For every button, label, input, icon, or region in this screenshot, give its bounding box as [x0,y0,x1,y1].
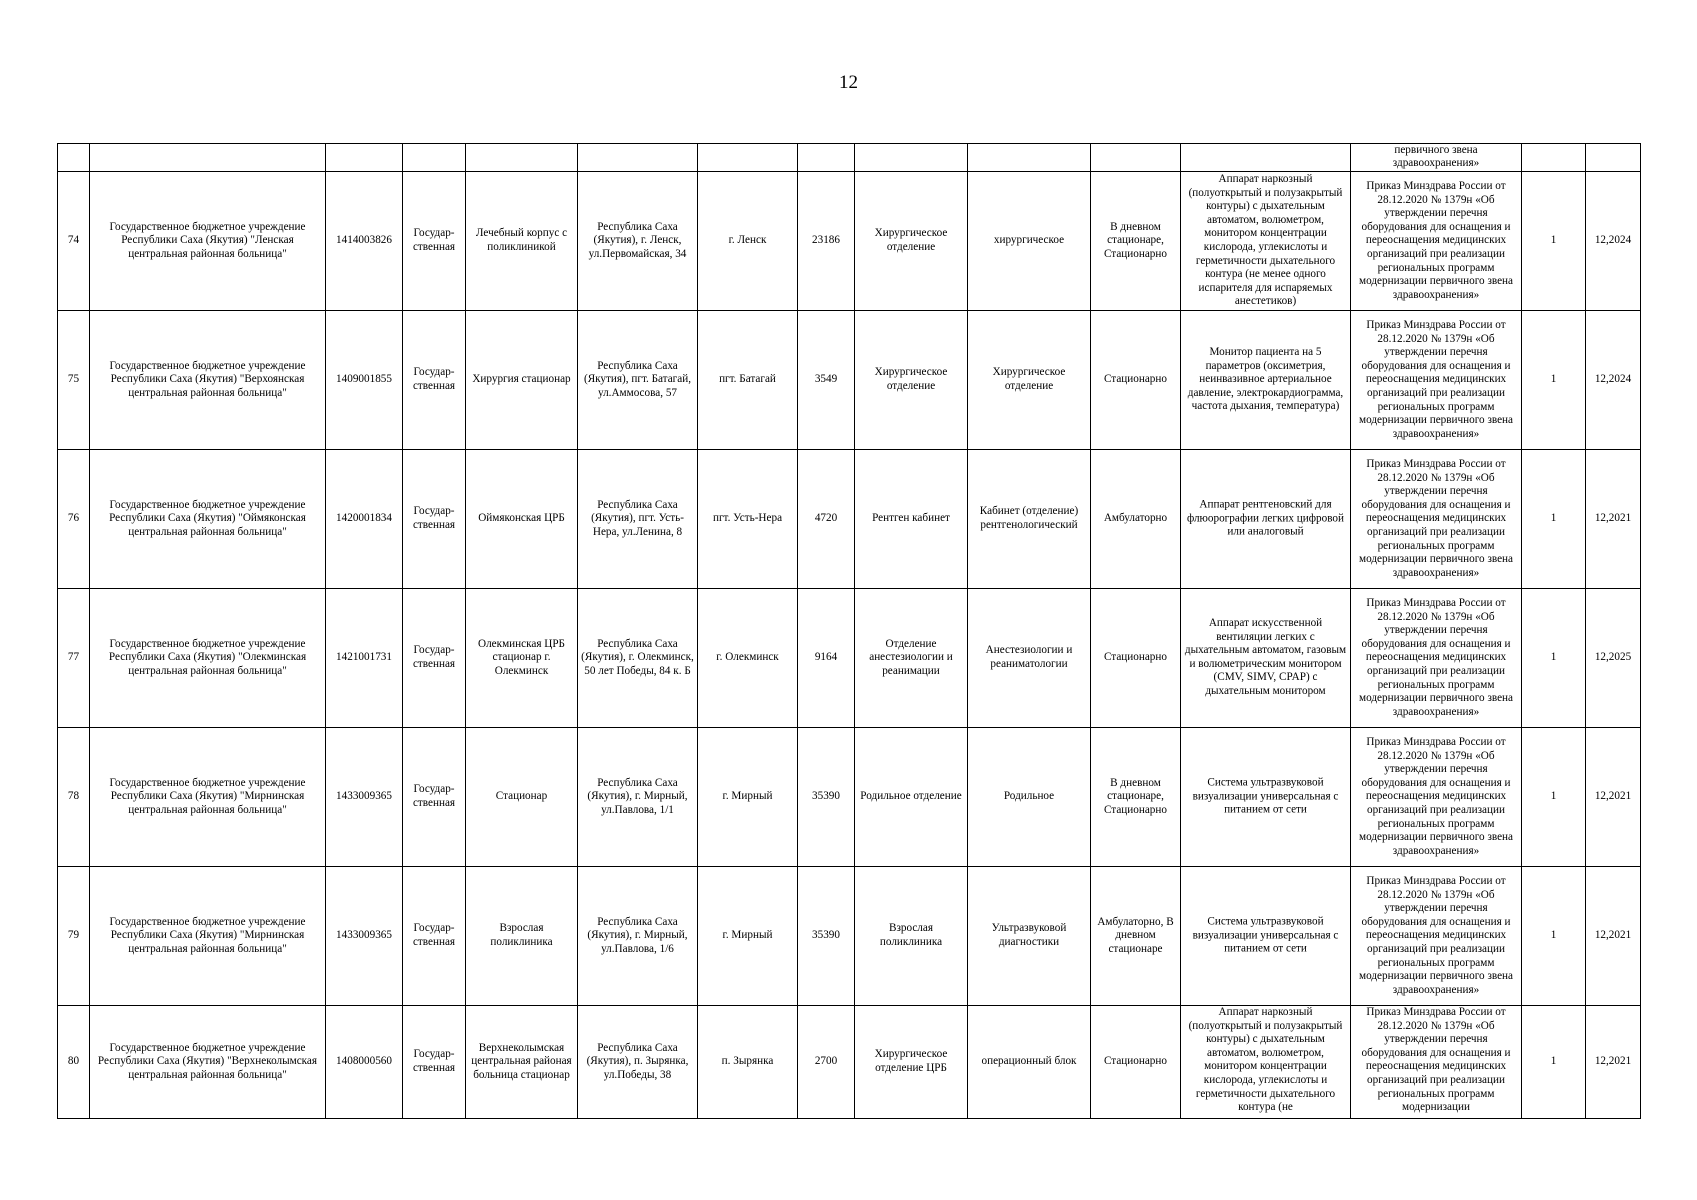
address-cell: Республика Саха (Якутия), г. Олекминск, 50 лет Победы, 84 к. Б [578,589,698,728]
table-row [58,172,1641,311]
equipment-cell [1181,589,1351,728]
care-form-cell: Стационарно [1091,589,1181,728]
department-cell: Хирургическое отделение [855,172,968,311]
population-cell: 23186 [798,172,855,311]
equipment-cell [1181,728,1351,867]
population-cell: 35390 [798,867,855,1006]
care-form-cell: В дневном стационаре, Стационарно [1091,172,1181,311]
order-cell-text: Приказ Минздрава России от 28.12.2020 № 1379н «Об утверждении перечня оборудования для оснащения и переоснащения медицинских организаций при реализации региональных программ модернизации первичного звена здравоохранения» [1359,596,1513,718]
facility-cell: Взрослая поликлиника [466,867,578,1006]
order-cell [1351,867,1522,1006]
equipment-cell [1181,1006,1351,1119]
quantity-cell: 1 [1522,589,1586,728]
row-number-cell: 80 [58,1006,90,1119]
care-form-cell: Амбулаторно, В дневном стационаре [1091,867,1181,1006]
care-form-cell: Амбулаторно [1091,450,1181,589]
department-cell: Родильное отделение [855,728,968,867]
inn-cell: 1408000560 [326,1006,403,1119]
inn-cell: 1420001834 [326,450,403,589]
care-form-cell: Стационарно [1091,311,1181,450]
institution-cell: Государственное бюджетное учреждение Республики Саха (Якутия) "Оймяконская центральная районная больница" [90,450,326,589]
quantity-cell: 1 [1522,1006,1586,1119]
equipment-cell [1181,311,1351,450]
facility-cell: Хирургия стационар [466,311,578,450]
order-cell [1351,172,1522,311]
order-cell-text: Приказ Минздрава России от 28.12.2020 № 1379н «Об утверждении перечня оборудования для оснащения и переоснащения медицинских организаций при реализации региональных программ модернизации первичного звена здравоохранения» [1359,874,1513,996]
facility-cell: Олекминская ЦРБ стационар г. Олекминск [466,589,578,728]
profile-cell: Родильное [968,728,1091,867]
settlement-cell: г. Мирный [698,867,798,1006]
facility-cell: Лечебный корпус с поликлиникой [466,172,578,311]
row-number-cell: 78 [58,728,90,867]
order-cell-text: Приказ Минздрава России от 28.12.2020 № 1379н «Об утверждении перечня оборудования для оснащения и переоснащения медицинских организаций при реализации региональных программ модернизации первичного звена здравоохранения» [1359,457,1513,579]
equipment-cell-text: Аппарат наркозный (полуоткрытый и полузакрытый контуры) с дыхательным автоматом, волюметром, монитором концентрации кислорода, углекислоты и герметичности дыхательного контура (не [1188,1006,1343,1114]
institution-cell: Государственное бюджетное учреждение Республики Саха (Якутия) "Мирнинская центральная районная больница" [90,867,326,1006]
ownership-cell: Государ-ственная [403,867,466,1006]
equipment-cell-text: Система ультразвуковой визуализации универсальная с питанием от сети [1192,915,1339,955]
department-cell: Отделение анестезиологии и реанимации [855,589,968,728]
row-number-cell: 74 [58,172,90,311]
inn-cell: 1433009365 [326,867,403,1006]
equipment-cell-text: Система ультразвуковой визуализации универсальная с питанием от сети [1192,776,1339,816]
profile-cell: Хирургическое отделение [968,311,1091,450]
page-number: 12 [839,72,858,93]
profile-cell: Анестезиологии и реаниматологии [968,589,1091,728]
row-number-cell: 75 [58,311,90,450]
quantity-cell: 1 [1522,311,1586,450]
date-cell: 12,2021 [1586,1006,1641,1119]
profile-cell: Ультразвуковой диагностики [968,867,1091,1006]
order-cell [1351,1006,1522,1119]
address-cell: Республика Саха (Якутия), г. Ленск, ул.Первомайская, 34 [578,172,698,311]
institution-cell: Государственное бюджетное учреждение Республики Саха (Якутия) "Ленская центральная районная больница" [90,172,326,311]
quantity-cell: 1 [1522,450,1586,589]
ownership-cell: Государ-ственная [403,450,466,589]
quantity-cell: 1 [1522,728,1586,867]
table-row [58,867,1641,1006]
population-cell: 2700 [798,1006,855,1119]
order-cell [1351,728,1522,867]
date-cell: 12,2021 [1586,728,1641,867]
date-cell: 12,2021 [1586,450,1641,589]
settlement-cell: пгт. Батагай [698,311,798,450]
institution-cell: Государственное бюджетное учреждение Республики Саха (Якутия) "Мирнинская центральная районная больница" [90,728,326,867]
equipment-cell [1181,172,1351,311]
table-row [58,450,1641,589]
institution-cell: Государственное бюджетное учреждение Республики Саха (Якутия) "Олекминская центральная районная больница" [90,589,326,728]
equipment-table [57,143,1641,1119]
equipment-cell-text: Аппарат рентгеновский для флюорографии легких цифровой или аналоговый [1186,498,1344,538]
date-cell: 12,2024 [1586,172,1641,311]
equipment-cell-text: Аппарат искусственной вентиляции легких с дыхательным автоматом, газовым и волюметрическим монитором (CMV, SIMV, CPAP) с дыхательным монитором [1184,617,1347,698]
order-cell [1351,450,1522,589]
ownership-cell: Государ-ственная [403,728,466,867]
population-cell: 4720 [798,450,855,589]
facility-cell: Стационар [466,728,578,867]
inn-cell: 1414003826 [326,172,403,311]
address-cell: Республика Саха (Якутия), г. Мирный, ул.Павлова, 1/6 [578,867,698,1006]
ownership-cell: Государ-ственная [403,172,466,311]
order-cell [1351,311,1522,450]
row-number-cell: 79 [58,867,90,1006]
order-cell [1351,589,1522,728]
ownership-cell: Государ-ственная [403,1006,466,1119]
equipment-cell-text: Монитор пациента на 5 параметров (оксиметрия, неинвазивное артериальное давление, электрокардиограмма, частота дыхания, температура) [1187,346,1344,413]
settlement-cell: г. Ленск [698,172,798,311]
facility-cell: Оймяконская ЦРБ [466,450,578,589]
department-cell: Хирургическое отделение ЦРБ [855,1006,968,1119]
order-cell-fragment: первичного звена здравоохранения» [1392,144,1480,170]
address-cell: Республика Саха (Якутия), г. Мирный, ул.Павлова, 1/1 [578,728,698,867]
profile-cell: хирургическое [968,172,1091,311]
equipment-cell [1181,867,1351,1006]
department-cell: Рентген кабинет [855,450,968,589]
table-row [58,589,1641,728]
order-cell-text: Приказ Минздрава России от 28.12.2020 № 1379н «Об утверждении перечня оборудования для оснащения и переоснащения медицинских организаций при реализации региональных программ модернизации [1361,1006,1511,1114]
date-cell: 12,2024 [1586,311,1641,450]
order-cell-text: Приказ Минздрава России от 28.12.2020 № 1379н «Об утверждении перечня оборудования для оснащения и переоснащения медицинских организаций при реализации региональных программ модернизации первичного звена здравоохранения» [1359,735,1513,857]
profile-cell: Кабинет (отделение) рентгенологический [968,450,1091,589]
order-cell-text: Приказ Минздрава России от 28.12.2020 № 1379н «Об утверждении перечня оборудования для оснащения и переоснащения медицинских организаций при реализации региональных программ модернизации первичного звена здравоохранения» [1359,179,1513,301]
population-cell: 9164 [798,589,855,728]
order-cell-text: Приказ Минздрава России от 28.12.2020 № 1379н «Об утверждении перечня оборудования для оснащения и переоснащения медицинских организаций при реализации региональных программ модернизации первичного звена здравоохранения» [1359,318,1513,440]
address-cell: Республика Саха (Якутия), п. Зырянка, ул.Победы, 38 [578,1006,698,1119]
profile-cell: операционный блок [968,1006,1091,1119]
date-cell: 12,2025 [1586,589,1641,728]
table-row [58,311,1641,450]
settlement-cell: п. Зырянка [698,1006,798,1119]
equipment-cell [1181,450,1351,589]
population-cell: 35390 [798,728,855,867]
department-cell: Взрослая поликлиника [855,867,968,1006]
address-cell: Республика Саха (Якутия), пгт. Усть-Нера, ул.Ленина, 8 [578,450,698,589]
quantity-cell: 1 [1522,867,1586,1006]
settlement-cell: пгт. Усть-Нера [698,450,798,589]
inn-cell: 1421001731 [326,589,403,728]
inn-cell: 1409001855 [326,311,403,450]
table-row-continuation [58,144,1641,172]
table-row [58,728,1641,867]
equipment-cell-text: Аппарат наркозный (полуоткрытый и полузакрытый контуры) с дыхательным автоматом, волюметром, монитором концентрации кислорода, углекислоты и герметичности дыхательного контура (не менее одного испарителя для испаряемых анестетиков) [1188,173,1343,308]
population-cell: 3549 [798,311,855,450]
facility-cell: Верхнеколымская центральная районая больница стационар [466,1006,578,1119]
department-cell: Хирургическое отделение [855,311,968,450]
ownership-cell: Государ-ственная [403,589,466,728]
table-row [58,1006,1641,1119]
quantity-cell: 1 [1522,172,1586,311]
settlement-cell: г. Мирный [698,728,798,867]
address-cell: Республика Саха (Якутия), пгт. Батагай, ул.Аммосова, 57 [578,311,698,450]
institution-cell: Государственное бюджетное учреждение Республики Саха (Якутия) "Верхоянская центральная районная больница" [90,311,326,450]
inn-cell: 1433009365 [326,728,403,867]
row-number-cell: 76 [58,450,90,589]
row-number-cell: 77 [58,589,90,728]
institution-cell: Государственное бюджетное учреждение Республики Саха (Якутия) "Верхнеколымская центральная районная больница" [90,1006,326,1119]
care-form-cell: Стационарно [1091,1006,1181,1119]
care-form-cell: В дневном стационаре, Стационарно [1091,728,1181,867]
settlement-cell: г. Олекминск [698,589,798,728]
date-cell: 12,2021 [1586,867,1641,1006]
ownership-cell: Государ-ственная [403,311,466,450]
